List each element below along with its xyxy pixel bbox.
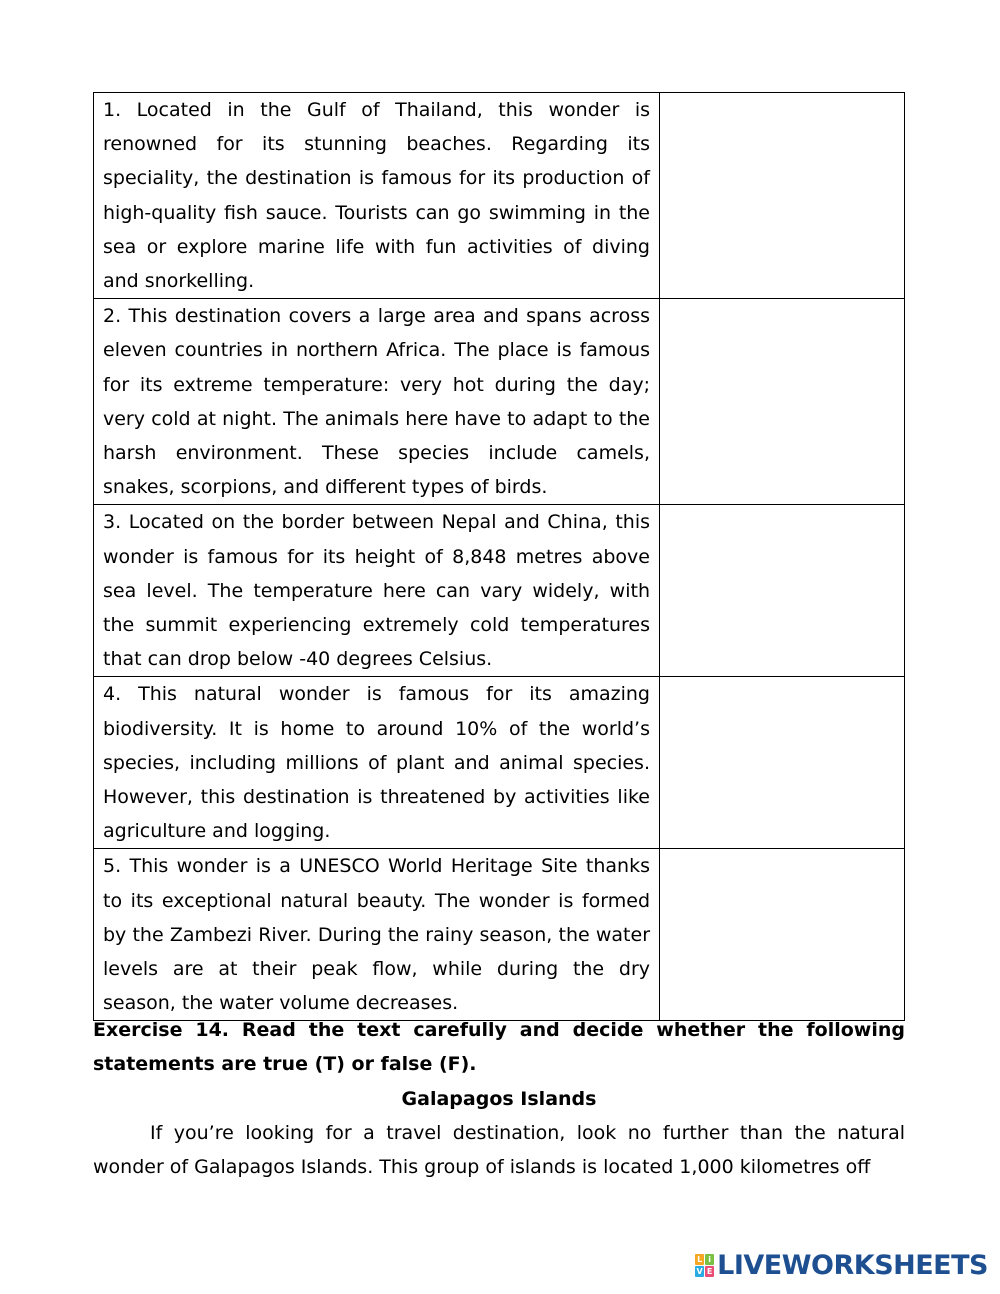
wonder-description: 2. This destination covers a large area and spans across eleven countries in northern Africa. The place is famous for its extreme temperature: very hot during the day; very cold at night. The animals here have to adapt to the harsh environment. These species include camels, snakes, scorpions, and different types of birds. — [94, 299, 660, 505]
wonder-description: 3. Located on the border between Nepal and China, this wonder is famous for its height of 8,848 metres above sea level. The temperature here can vary widely, with the summit experiencing extremely cold temperatures that can drop below -40 degrees Celsius. — [94, 505, 660, 677]
wonder-description: 4. This natural wonder is famous for its amazing biodiversity. It is home to around 10% of the world’s species, including millions of plant and animal species. However, this destination is threatened by activities like agriculture and logging. — [94, 677, 660, 849]
table-row — [94, 299, 905, 505]
logo-text: LIVEWORKSHEETS — [717, 1250, 988, 1281]
passage-body — [93, 1116, 905, 1184]
answer-input[interactable] — [669, 677, 899, 701]
answer-input[interactable] — [669, 505, 899, 529]
answer-input[interactable] — [669, 849, 899, 873]
liveworksheets-logo — [695, 1250, 988, 1281]
logo-badge-letter: E — [706, 1267, 713, 1276]
answer-input[interactable] — [669, 299, 899, 323]
table-row — [94, 505, 905, 677]
answer-cell[interactable] — [660, 93, 905, 299]
table-row — [94, 677, 905, 849]
logo-badge-letter: i — [705, 1254, 714, 1265]
logo-badge-icon — [695, 1254, 714, 1277]
wonder-description: 5. This wonder is a UNESCO World Heritage Site thanks to its exceptional natural beauty. The wonder is formed by the Zambezi River. During the rainy season, the water levels are at their peak flow, while during the dry season, the water volume decreases. — [94, 849, 660, 1021]
table-row — [94, 93, 905, 299]
answer-input[interactable] — [669, 93, 899, 117]
table-row — [94, 849, 905, 1021]
answer-cell[interactable] — [660, 299, 905, 505]
answer-cell[interactable] — [660, 677, 905, 849]
wonders-table — [93, 92, 905, 1021]
wonder-description: 1. Located in the Gulf of Thailand, this wonder is renowned for its stunning beaches. Regarding its speciality, the destination is famous for its production of high-quality fish sauce. Tourists can go swimming in the sea or explore marine life with fun activities of diving and snorkelling. — [94, 93, 660, 299]
logo-badge-letter: V — [696, 1267, 703, 1276]
logo-badge-letter: L — [697, 1255, 703, 1264]
answer-cell[interactable] — [660, 505, 905, 677]
passage-text: If you’re looking for a travel destination, look no further than the natural wonder of Galapagos Islands. This group of islands is located 1,000 kilometres off — [93, 1122, 905, 1179]
passage-title: Galapagos Islands — [401, 1088, 597, 1110]
exercise-heading: Exercise 14. Read the text carefully and decide whether the following statements are true (T) or false (F). — [93, 1019, 905, 1076]
answer-cell[interactable] — [660, 849, 905, 1021]
